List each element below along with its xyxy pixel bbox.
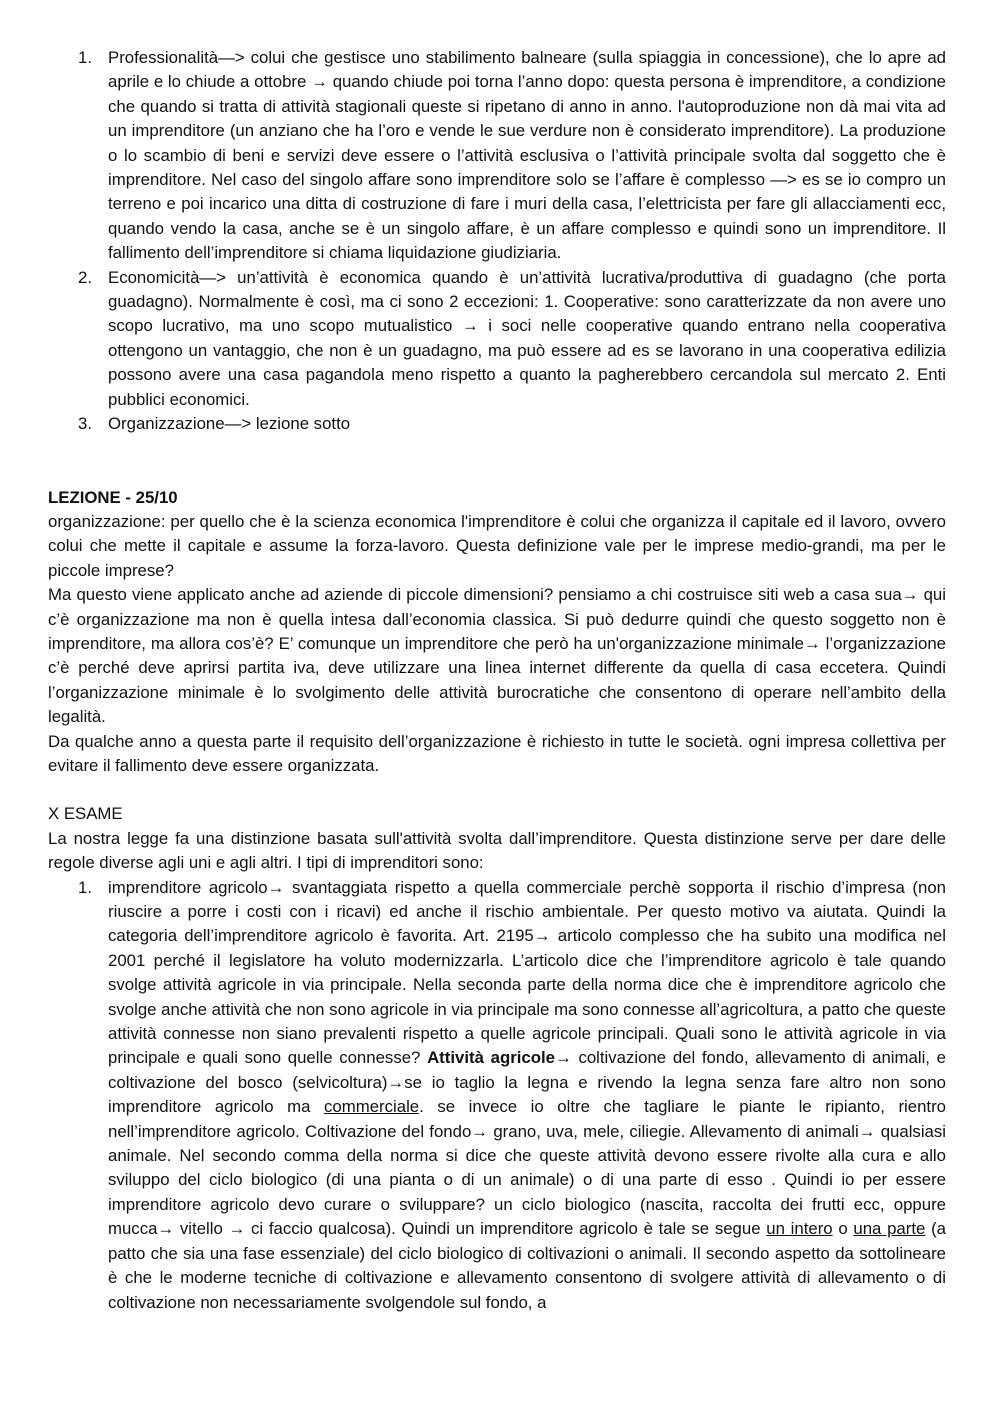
- list-item-professionalita: [48, 46, 946, 266]
- list-number: 2.: [78, 267, 92, 287]
- spacer: [48, 778, 946, 802]
- list-number: 1.: [78, 877, 92, 897]
- list-number: 3.: [78, 414, 92, 434]
- spacer: [48, 437, 946, 486]
- lesson-paragraph-2: Ma questo viene applicato anche ad aziende di piccole dimensioni? pensiamo a chi costruisce siti web a casa sua→ qui c’è organizzazione ma non è quella intesa dall’economia classica. Si può dedurre quindi che questo soggetto non è imprenditore, ma allora cos’è? E’ comunque un imprenditore che però ha un'organizzazione minimale→ l’organizzazione c’è perché deve aprirsi partita iva, deve utilizzare una linea internet differente da quella di casa eccetera. Quindi l’organizzazione minimale è lo svolgimento delle attività burocratiche che consentono di operare nell’ambito della legalità.: [48, 585, 946, 727]
- text-run: (a patto che sia una fase essenziale) del ciclo biologico di coltivazioni o animali. Il secondo aspetto da sottolineare è che le moderne tecniche di coltivazione e allevamento consentono di svolgere attività di allevamento o di coltivazione non necessariamente svolgendole sul fondo, a: [108, 1219, 946, 1312]
- list-number: 1.: [78, 48, 92, 67]
- underlined-term-un-intero: un intero: [766, 1219, 833, 1239]
- underlined-term-una-parte: una parte: [853, 1219, 926, 1239]
- list-item-text: Organizzazione—> lezione sotto: [108, 414, 351, 434]
- exam-intro: La nostra legge fa una distinzione basata sull'attività svolta dall’imprenditore. Questa distinzione serve per dare delle regole diverse agli uni e agli altri. I tipi di imprenditori sono:: [48, 828, 946, 873]
- lesson-heading: LEZIONE - 25/10: [48, 487, 178, 507]
- list-item-organizzazione: [48, 412, 946, 436]
- bold-term-attivita-agricole: Attività agricole: [427, 1048, 555, 1068]
- entrepreneur-types-list: [48, 876, 946, 1315]
- text-run: o: [832, 1219, 854, 1239]
- text-run: . se invece io oltre che tagliare le piante le ripianto, rientro nell’imprenditore agricolo. Coltivazione del fondo→ grano, uva, mele, ciliegie. Allevamento di animali→ qualsiasi animale. Nel secondo comma della norma si dice che queste attività devono essere rivolte alla cura e allo sviluppo del ciclo biologico (di una pianta o di un animale) o di una parte di esso . Quindi io per essere imprenditore agricolo devo curare o sviluppare? un ciclo biologico (nascita, raccolta dei frutti ecc, oppure mucca→ vitello → ci faccio qualcosa). Quindi un imprenditore agricolo è tale se segue: [108, 1097, 947, 1239]
- underlined-term-commerciale: commerciale: [324, 1097, 420, 1117]
- lesson-paragraph-3: Da qualche anno a questa parte il requisito dell’organizzazione è richiesto in tutte le società. ogni impresa collettiva per evitare il fallimento deve essere organizzata.: [48, 731, 946, 775]
- list-item-text: Professionalità—> colui che gestisce uno stabilimento balneare (sulla spiaggia in concessione), che lo apre ad aprile e lo chiude a ottobre → quando chiude poi torna l’anno dopo: questa persona è imprenditore, a condizione che quando si tratta di attività stagionali queste si ripetano di anno in anno. l'autoproduzione non dà mai vita ad un imprenditore (un anziano che ha l’oro e vende le sue verdure non è considerato imprenditore). La produzione o lo scambio di beni e servizi deve essere o l’attività esclusiva o l’attività principale svolta dal soggetto che è imprenditore. Nel caso del singolo affare sono imprenditore solo se l’affare è complesso —> es se io compro un terreno e poi incarico una ditta di costruzione di fare i muri della casa, l’elettricista per fare gli allacciamenti ecc, quando vendo la casa, anche se è un singolo affare, è un affare complesso e quindi sono un imprenditore. Il fallimento dell’imprenditore si chiama liquidazione giudiziaria.: [108, 48, 946, 263]
- text-run: imprenditore agricolo→ svantaggiata rispetto a quella commerciale perchè sopporta il rischio d’impresa (non riuscire a porre i costi con i ricavi) ed anche il rischio ambientale. Per questo motivo va aiutata. Quindi la categoria dell’imprenditore agricolo è favorita. Art. 2195→ articolo complesso che ha subito una modifica nel 2001 perché il legislatore ha voluto modernizzarla. L’articolo dice che l’imprenditore agricolo è tale quando svolge attività agricole in via principale. Nella seconda parte della norma dice che è imprenditore agricolo che svolge anche attività che non sono agricole in via principale ma sono connesse all’agricoltura, a patto che queste attività connesse non siano prevalenti rispetto a quelle agricole principali. Quali sono le attività agricole in via principale e quali sono quelle connesse?: [108, 877, 946, 1068]
- list-item-imprenditore-agricolo: [48, 876, 946, 1315]
- lesson-paragraph-1: organizzazione: per quello che è la scienza economica l'imprenditore è colui che organizza il capitale ed il lavoro, ovvero colui che mette il capitale e assume la forza-lavoro. Questa definizione vale per le imprese medio-grandi, ma per le piccole imprese?: [48, 511, 946, 580]
- list-item-text: Economicità—> un’attività è economica quando è un’attività lucrativa/produttiva di guadagno (che porta guadagno). Normalmente è così, ma ci sono 2 eccezioni: 1. Cooperative: sono caratterizzate da non avere uno scopo lucrativo, ma uno scopo mutualistico → i soci nelle cooperative quando entrano nella cooperativa ottengono un vantaggio, che non è un guadagno, ma può essere ad es se lavorano in una cooperativa edilizia possono avere una casa pagandola meno rispetto a quanto la pagherebbero cercandola sul mercato 2. Enti pubblici economici.: [108, 267, 946, 409]
- requirements-list: [48, 46, 946, 437]
- list-item-economicita: [48, 266, 946, 412]
- document-page: [48, 46, 946, 1315]
- text-run: → coltivazione del fondo, allevamento di animali, e coltivazione del bosco (selvicoltura)→se io taglio la legna e rivendo la legna senza fare altro non sono imprenditore agricolo ma: [108, 1048, 946, 1117]
- exam-heading: X ESAME: [48, 804, 123, 824]
